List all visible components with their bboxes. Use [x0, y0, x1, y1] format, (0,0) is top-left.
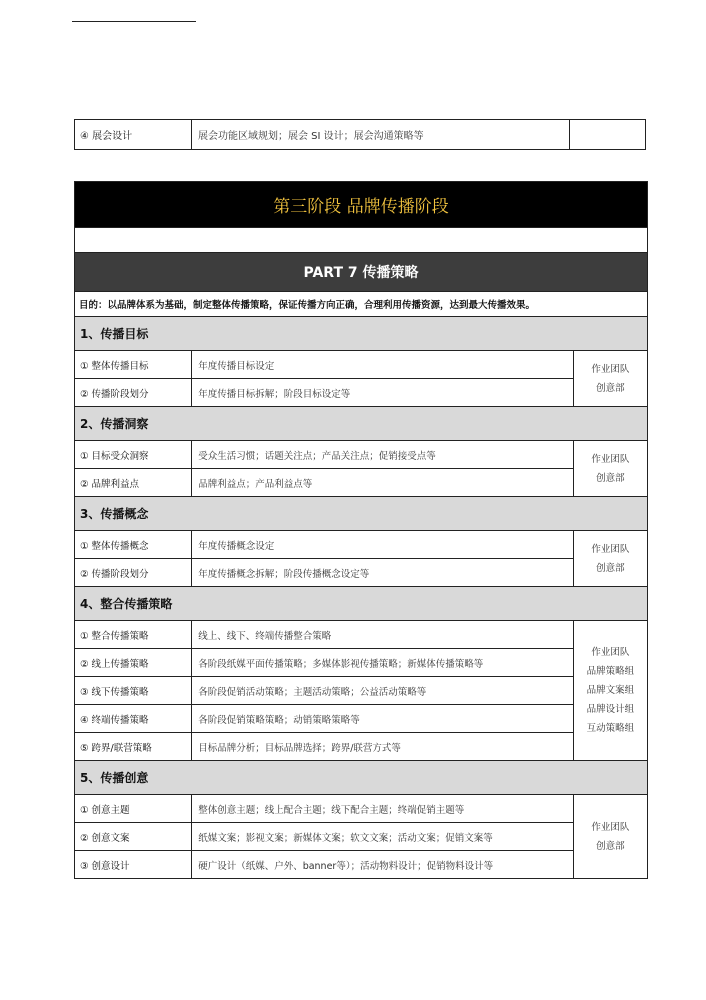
- table-row: [75, 379, 648, 407]
- item-name: ② 创意文案: [75, 823, 192, 851]
- item-desc: 线上、线下、终端传播整合策略: [192, 621, 574, 649]
- item-name: ② 传播阶段划分: [75, 559, 192, 587]
- team-label: 创意部: [596, 840, 625, 852]
- team-label: 创意部: [596, 472, 625, 484]
- section-header-row: [75, 497, 648, 531]
- team-cell: [573, 441, 647, 497]
- item-name: ① 整体传播目标: [75, 351, 192, 379]
- purpose-text: 目的：以品牌体系为基础，制定整体传播策略，保证传播方向正确，合理利用传播资源，达到最大传播效果。: [75, 292, 648, 317]
- team-label: 品牌文案组: [586, 685, 635, 696]
- item-desc: 各阶段促销活动策略；主题活动策略；公益活动策略等: [192, 677, 574, 705]
- table-row: [75, 469, 648, 497]
- section-title: 2、传播洞察: [75, 407, 648, 441]
- item-name: ④ 展会设计: [75, 120, 192, 150]
- table-row: [75, 677, 648, 705]
- table-row: [75, 649, 648, 677]
- team-cell: [570, 120, 646, 150]
- spacer-row: [75, 228, 648, 253]
- section-header-row: [75, 407, 648, 441]
- item-desc: 展会功能区域规划；展会 SI 设计；展会沟通策略等: [192, 120, 570, 150]
- item-desc: 品牌利益点；产品利益点等: [192, 469, 574, 497]
- item-desc: 整体创意主题；线上配合主题；线下配合主题；终端促销主题等: [192, 795, 574, 823]
- team-label: 作业团队: [591, 363, 630, 375]
- item-name: ③ 线下传播策略: [75, 677, 192, 705]
- section-title: 1、传播目标: [75, 317, 648, 351]
- item-desc: 各阶段促销策略策略；动销策略策略等: [192, 705, 574, 733]
- section-title: 5、传播创意: [75, 761, 648, 795]
- section-header-row: [75, 587, 648, 621]
- item-desc: 各阶段纸媒平面传播策略；多媒体影视传播策略；新媒体传播策略等: [192, 649, 574, 677]
- section-header-row: [75, 761, 648, 795]
- item-desc: 年度传播目标设定: [192, 351, 574, 379]
- team-label: 创意部: [596, 562, 625, 574]
- table-row: [75, 351, 648, 379]
- item-name: ④ 终端传播策略: [75, 705, 192, 733]
- table-row: [75, 851, 648, 879]
- item-desc: 硬广设计（纸媒、户外、banner等）；活动物料设计；促销物料设计等: [192, 851, 574, 879]
- item-desc: 纸媒文案；影视文案；新媒体文案；软文文案；活动文案；促销文案等: [192, 823, 574, 851]
- item-name: ① 整合传播策略: [75, 621, 192, 649]
- item-desc: 年度传播概念设定: [192, 531, 574, 559]
- team-cell: [573, 351, 647, 407]
- team-label: 作业团队: [591, 453, 630, 465]
- header-rule: [72, 21, 196, 22]
- table-row: [75, 559, 648, 587]
- table-row: [75, 441, 648, 469]
- item-name: ② 线上传播策略: [75, 649, 192, 677]
- item-name: ① 创意主题: [75, 795, 192, 823]
- table-row: [75, 823, 648, 851]
- item-desc: 年度传播目标拆解；阶段目标设定等: [192, 379, 574, 407]
- team-cell: [573, 621, 647, 761]
- team-label: 品牌设计组: [586, 704, 635, 715]
- item-name: ① 目标受众洞察: [75, 441, 192, 469]
- team-label: 互动策略组: [586, 723, 635, 734]
- table-row: [75, 795, 648, 823]
- item-name: ③ 创意设计: [75, 851, 192, 879]
- stage-three-table: [74, 181, 648, 879]
- stage-title: 第三阶段 品牌传播阶段: [75, 182, 648, 228]
- table-row: [75, 120, 646, 150]
- spacer-cell: [75, 228, 648, 253]
- item-desc: 目标品牌分析；目标品牌选择；跨界/联营方式等: [192, 733, 574, 761]
- team-cell: [573, 795, 647, 879]
- team-label: 创意部: [596, 382, 625, 394]
- team-cell: [573, 531, 647, 587]
- table-row: [75, 621, 648, 649]
- team-label: 作业团队: [591, 821, 630, 833]
- section-header-row: [75, 317, 648, 351]
- table-row: [75, 705, 648, 733]
- item-name: ② 品牌利益点: [75, 469, 192, 497]
- item-desc: 年度传播概念拆解；阶段传播概念设定等: [192, 559, 574, 587]
- team-label: 品牌策略组: [586, 666, 635, 677]
- section-title: 4、整合传播策略: [75, 587, 648, 621]
- item-name: ① 整体传播概念: [75, 531, 192, 559]
- item-name: ⑤ 跨界/联营策略: [75, 733, 192, 761]
- team-label: 作业团队: [591, 543, 630, 555]
- item-name: ② 传播阶段划分: [75, 379, 192, 407]
- stage-header-row: [75, 182, 648, 228]
- table-row: [75, 733, 648, 761]
- team-label: 作业团队: [591, 647, 630, 658]
- part-header-row: [75, 253, 648, 292]
- previous-section-table: [74, 119, 646, 150]
- section-title: 3、传播概念: [75, 497, 648, 531]
- purpose-row: [75, 292, 648, 317]
- table-row: [75, 531, 648, 559]
- item-desc: 受众生活习惯；话题关注点；产品关注点；促销接受点等: [192, 441, 574, 469]
- part-title: PART 7 传播策略: [75, 253, 648, 292]
